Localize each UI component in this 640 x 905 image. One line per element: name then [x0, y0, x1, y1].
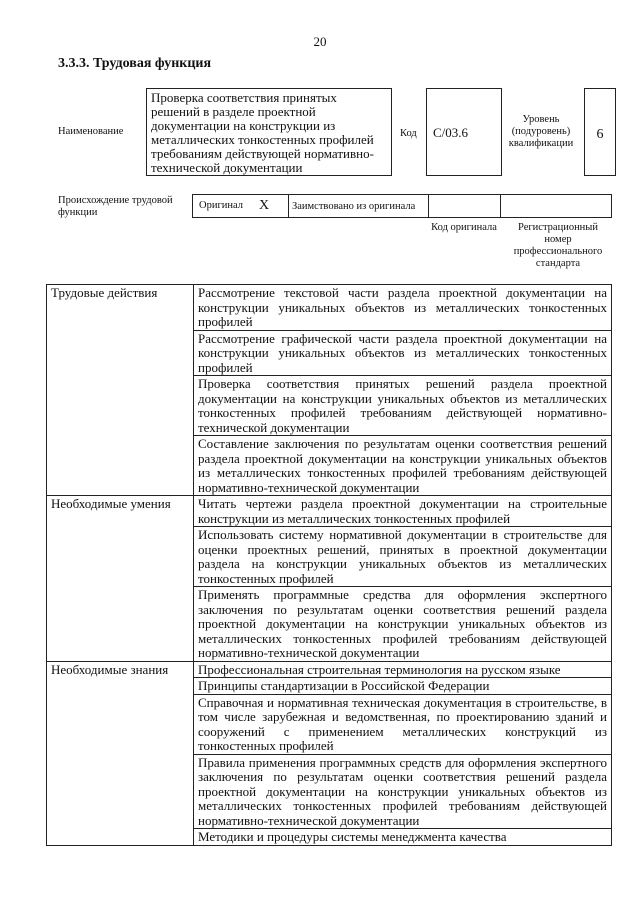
- category-cell: Необходимые умения: [47, 496, 194, 662]
- section-title: 3.3.3. Трудовая функция: [58, 56, 212, 71]
- category-cell: Трудовые действия: [47, 285, 194, 496]
- origin-label: Происхождение трудовой функции: [58, 195, 173, 218]
- code-value: C/03.6: [426, 88, 502, 176]
- item-cell: Рассмотрение текстовой части раздела проектной документации на конструкции уникальных объектов из металлических тонкостенных профилей: [194, 285, 612, 331]
- item-cell: Справочная и нормативная техническая документация в строительстве, в том числе зарубежная и ведомственная, по проектированию зданий и сооружений с применением металлических конструкций из тонкостенных профилей: [194, 694, 612, 754]
- functions-table-body: [47, 285, 612, 846]
- item-cell: Использовать систему нормативной документации в строительстве для оценки проектных решений, принятых в проектной документации раздела на конструкции уникальных объектов из металлических тонкостенных профилей: [194, 527, 612, 587]
- item-cell: Правила применения программных средств для оформления экспертного заключения по результатам оценки соответствия решений раздела проектной документации на конструкции уникальных объектов из металлических тонкостенных профилей требованиям действующей нормативно-технической документации: [194, 754, 612, 829]
- functions-table: [46, 284, 612, 846]
- item-cell: Проверка соответствия принятых решений раздела проектной документации на конструкции уникальных объектов из металлических тонкостенных профилей требованиям действующей нормативно-технической документации: [194, 376, 612, 436]
- item-cell: Профессиональная строительная терминология на русском языке: [194, 661, 612, 678]
- code-original-caption: Код оригинала: [431, 222, 497, 233]
- reg-number-caption: Регистрационный номер профессионального стандарта: [513, 222, 603, 269]
- item-cell: Методики и процедуры системы менеджмента качества: [194, 829, 612, 846]
- page-number: 20: [313, 34, 327, 49]
- table-row: [47, 661, 612, 678]
- reg-number-cell: [501, 195, 611, 217]
- original-cell: [193, 195, 289, 217]
- original-mark: X: [259, 198, 270, 213]
- item-cell: Читать чертежи раздела проектной документации на строительные конструкции из металлических тонкостенных профилей: [194, 496, 612, 527]
- table-row: [47, 496, 612, 527]
- item-cell: Принципы стандартизации в Российской Федерации: [194, 678, 612, 695]
- item-cell: Применять программные средства для оформления экспертного заключения по результатам оценки соответствия решений раздела проектной документации на конструкции уникальных объектов из металлических тонкостенных профилей требованиям действующей нормативно-технической документации: [194, 587, 612, 662]
- name-value: Проверка соответствия принятых решений в разделе проектной документации на конструкции из металлических тонкостенных профилей требованиям действующей нормативно-технической документации: [146, 88, 392, 176]
- item-cell: Составление заключения по результатам оценки соответствия решений раздела проектной документации на конструкции уникальных объектов из металлических тонкостенных профилей требованиям действующей нормативно-технической документации: [194, 436, 612, 496]
- level-value: 6: [584, 88, 616, 176]
- origin-row: [192, 194, 612, 218]
- name-label: Наименование: [58, 126, 124, 137]
- original-label: Оригинал: [199, 200, 243, 211]
- code-original-cell: [429, 195, 501, 217]
- item-cell: Рассмотрение графической части раздела проектной документации на конструкции уникальных объектов из металлических тонкостенных профилей: [194, 330, 612, 376]
- level-label: Уровень (подуровень) квалификации: [508, 114, 574, 149]
- category-cell: Необходимые знания: [47, 661, 194, 845]
- borrowed-label: Заимствовано из оригинала: [292, 201, 416, 212]
- code-label: Код: [400, 128, 417, 139]
- table-row: [47, 285, 612, 331]
- borrowed-cell: [289, 195, 429, 217]
